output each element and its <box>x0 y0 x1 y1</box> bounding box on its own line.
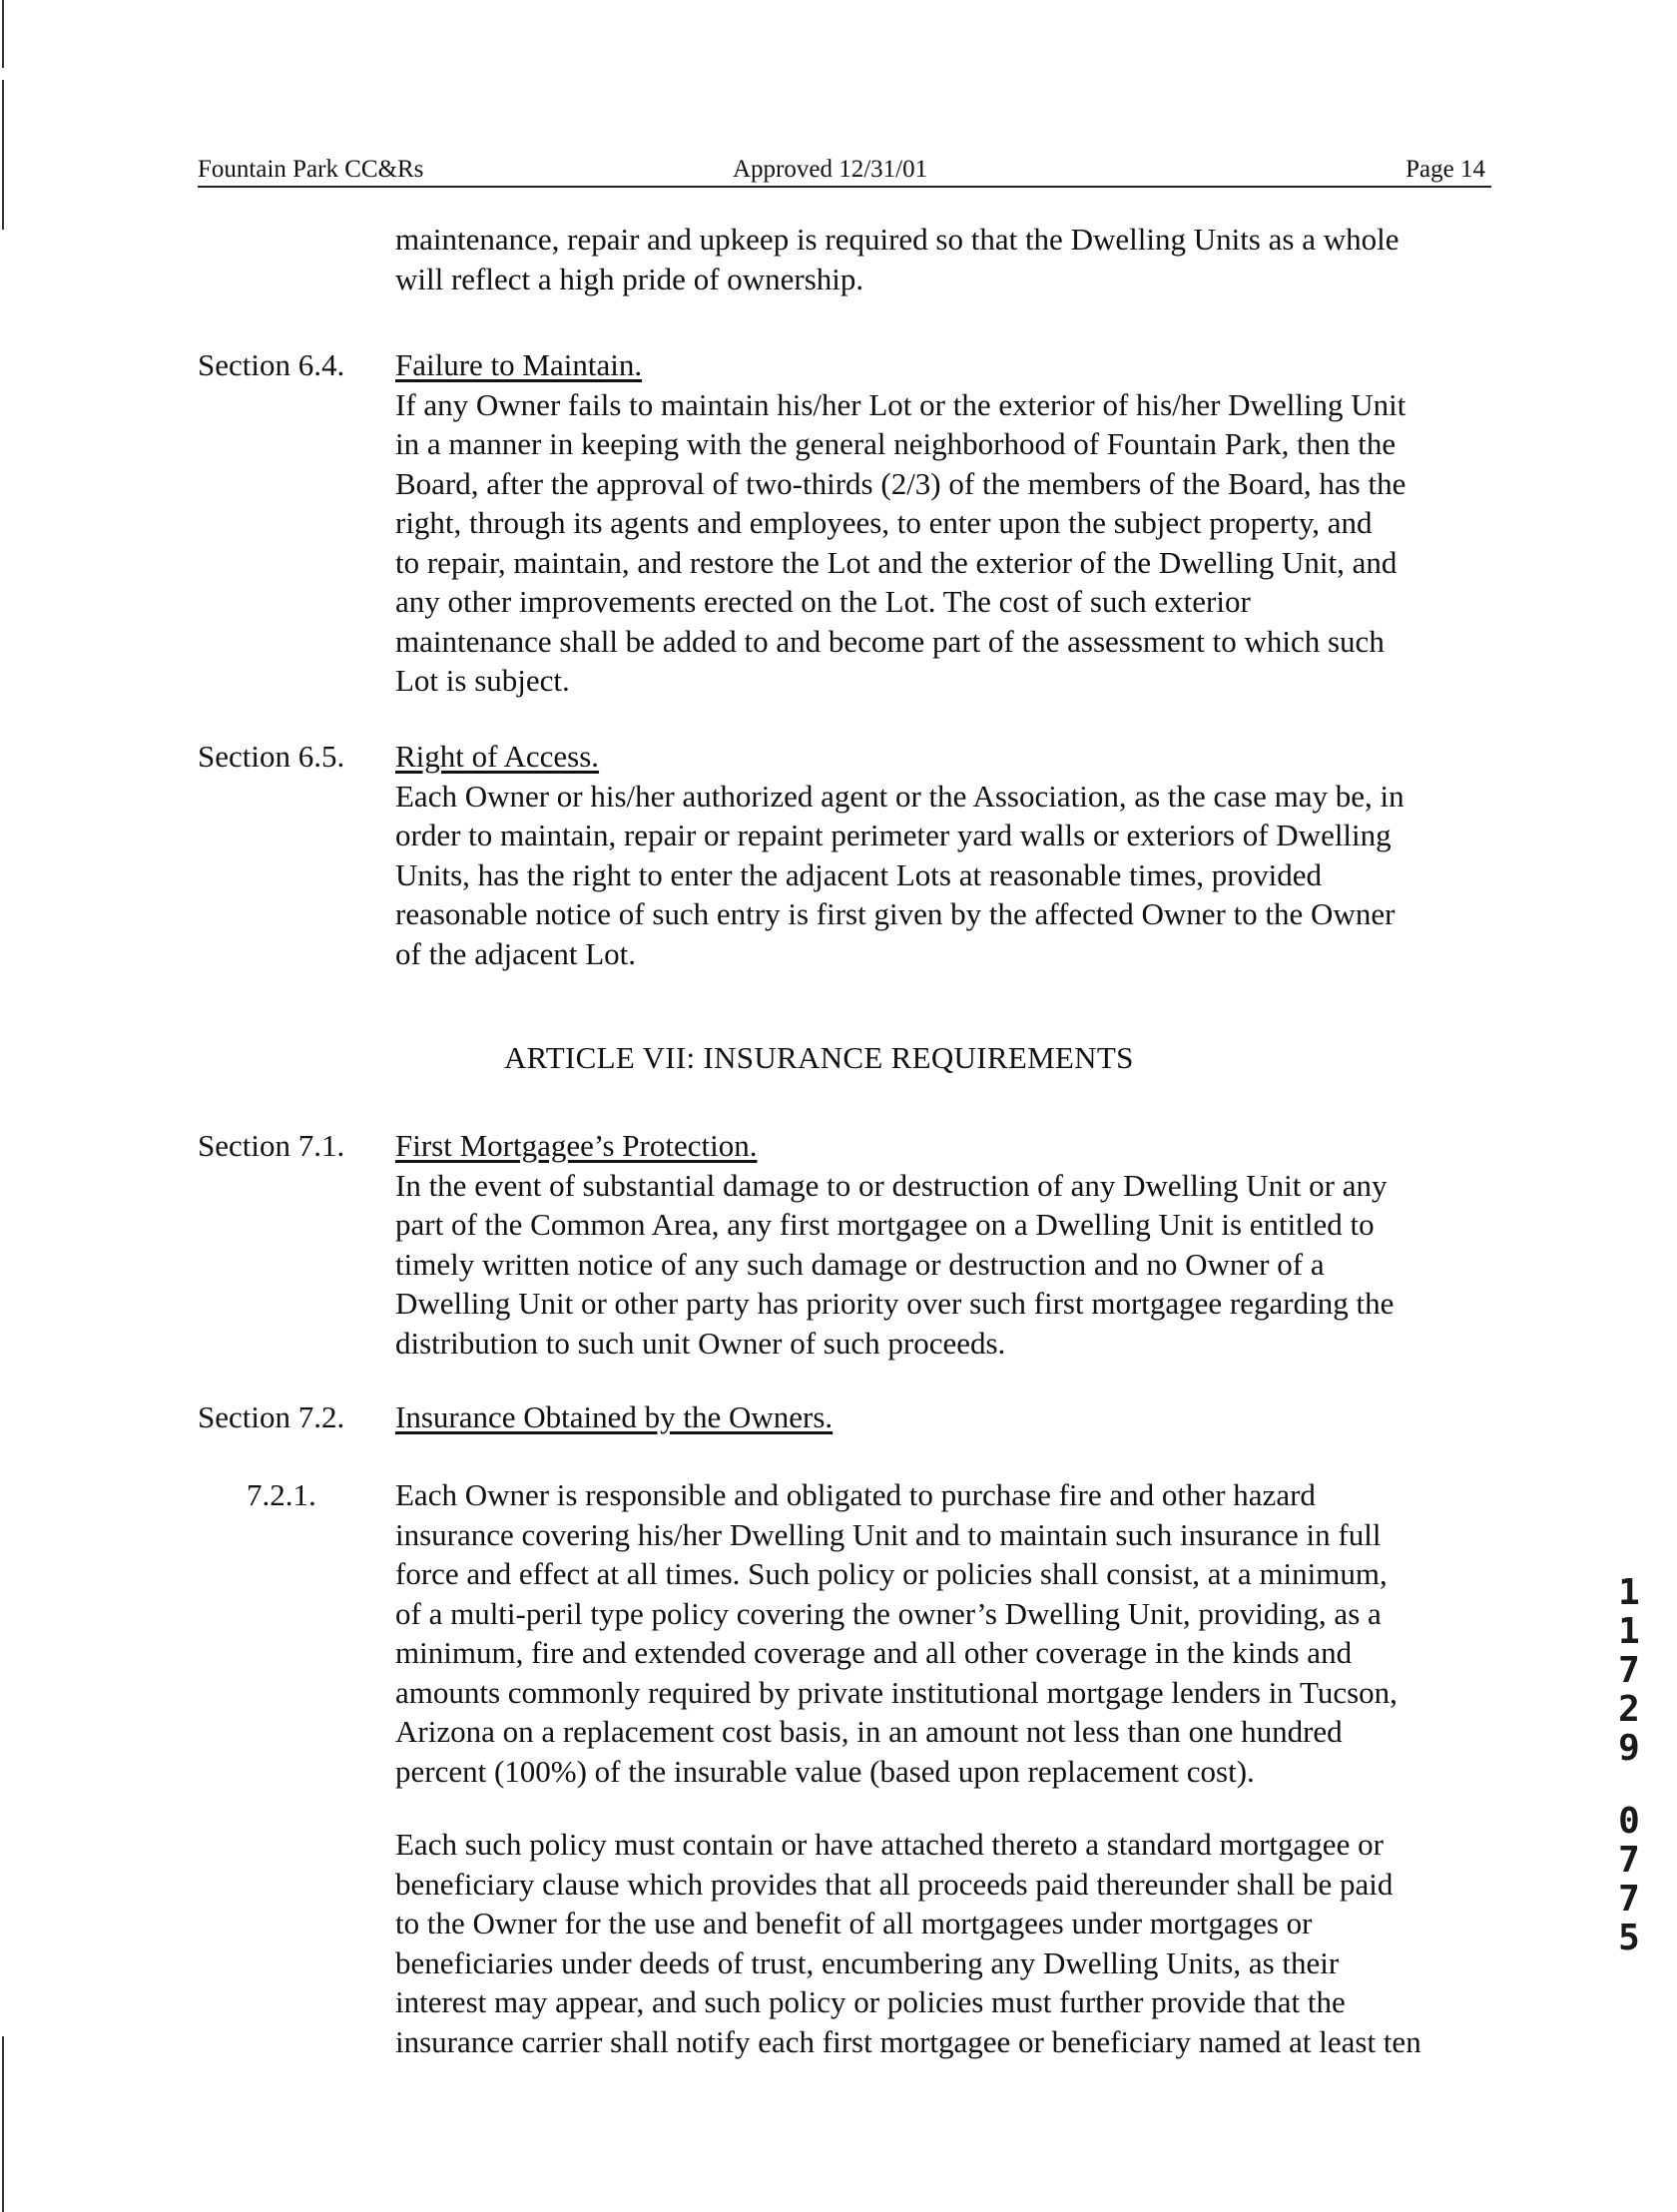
text-line: maintenance, repair and upkeep is required so that the Dwelling Units as a whole <box>395 222 1399 257</box>
text-line: force and effect at all times. Such policy or policies shall consist, at a minimum, <box>395 1556 1388 1591</box>
scan-edge-mark <box>2 2036 4 2212</box>
section-7-2-title: Insurance Obtained by the Owners. <box>395 1399 834 1434</box>
subsection-7-2-1-paragraph-2 <box>395 1825 1421 2061</box>
header-rule <box>198 186 1491 188</box>
text-line: insurance covering his/her Dwelling Unit and to maintain such insurance in full <box>395 1516 1382 1552</box>
section-6-4-body <box>395 345 1405 701</box>
text-line: Each Owner or his/her authorized agent or the Association, as the case may be, in <box>395 778 1404 814</box>
stamp-gap <box>1609 1768 1649 1802</box>
text-line: of the adjacent Lot. <box>395 935 637 971</box>
stamp-digit: 2 <box>1618 1689 1640 1730</box>
text-line: part of the Common Area, any first mortgagee on a Dwelling Unit is entitled to <box>395 1207 1375 1242</box>
section-7-1-title: First Mortgagee’s Protection. <box>395 1128 758 1163</box>
text-line: Board, after the approval of two-thirds (2/3) of the members of the Board, has the <box>395 465 1406 501</box>
continuation-paragraph <box>395 220 1398 298</box>
subsection-7-2-1-label: 7.2.1. <box>247 1477 316 1512</box>
text-line: Lot is subject. <box>395 663 570 698</box>
text-line: Dwelling Unit or other party has priority over such first mortgagee regarding the <box>395 1286 1395 1321</box>
text-line: of a multi-peril type policy covering the owner’s Dwelling Unit, providing, as a <box>395 1595 1382 1631</box>
section-6-4-title: Failure to Maintain. <box>395 347 643 382</box>
section-7-1-label: Section 7.1. <box>198 1128 345 1163</box>
text-line: in a manner in keeping with the general neighborhood of Fountain Park, then the <box>395 426 1397 461</box>
header-page-number: Page 14 <box>1405 156 1485 183</box>
text-line: reasonable notice of such entry is first given by the affected Owner to the Owner <box>395 896 1396 931</box>
text-line: Each such policy must contain or have attached thereto a standard mortgagee or <box>395 1827 1384 1862</box>
text-line: distribution to such unit Owner of such proceeds. <box>395 1325 1006 1361</box>
article-heading: ARTICLE VII: INSURANCE REQUIREMENTS <box>504 1040 1134 1075</box>
recording-number-stamp <box>1609 1573 1649 1957</box>
text-line: any other improvements erected on the Lot. The cost of such exterior <box>395 584 1251 619</box>
header-document-title: Fountain Park CC&Rs <box>198 156 424 183</box>
text-line: right, through its agents and employees, to enter upon the subject property, and <box>395 505 1373 540</box>
text-line: Each Owner is responsible and obligated to purchase fire and other hazard <box>395 1477 1316 1512</box>
section-7-2-body <box>395 1397 833 1437</box>
text-line: to repair, maintain, and restore the Lot and the exterior of the Dwelling Unit, and <box>395 544 1398 580</box>
text-line: will reflect a high pride of ownership. <box>395 261 864 296</box>
text-line: timely written notice of any such damage or destruction and no Owner of a <box>395 1246 1325 1282</box>
section-6-5-title: Right of Access. <box>395 739 600 774</box>
text-line: beneficiary clause which provides that all proceeds paid thereunder shall be paid <box>395 1866 1394 1902</box>
scan-edge-mark <box>2 0 4 68</box>
text-line: minimum, fire and extended coverage and all other coverage in the kinds and <box>395 1635 1353 1670</box>
section-6-4-label: Section 6.4. <box>198 347 345 382</box>
text-line: In the event of substantial damage to or destruction of any Dwelling Unit or any <box>395 1167 1388 1203</box>
stamp-digit: 1 <box>1618 1572 1640 1613</box>
text-line: to the Owner for the use and benefit of all mortgagees under mortgages or <box>395 1906 1313 1940</box>
section-7-1-body <box>395 1126 1394 1363</box>
page-header <box>198 152 1491 188</box>
section-6-5-body <box>395 737 1404 973</box>
stamp-digit: 7 <box>1618 1650 1640 1691</box>
section-6-5-label: Section 6.5. <box>198 739 345 774</box>
stamp-digit: 0 <box>1618 1801 1640 1842</box>
subsection-7-2-1-paragraph-1 <box>395 1475 1398 1791</box>
text-line: order to maintain, repair or repaint perimeter yard walls or exteriors of Dwelling <box>395 818 1392 852</box>
text-line: If any Owner fails to maintain his/her Lot or the exterior of his/her Dwelling Unit <box>395 386 1406 422</box>
header-approval-date: Approved 12/31/01 <box>733 156 928 183</box>
stamp-digit: 5 <box>1618 1918 1640 1958</box>
text-line: percent (100%) of the insurable value (based upon replacement cost). <box>395 1753 1255 1789</box>
stamp-digit: 9 <box>1618 1728 1640 1769</box>
text-line: interest may appear, and such policy or policies must further provide that the <box>395 1984 1346 2019</box>
text-line: beneficiaries under deeds of trust, encumbering any Dwelling Units, as their <box>395 1944 1340 1980</box>
text-line: Arizona on a replacement cost basis, in an amount not less than one hundred <box>395 1714 1343 1749</box>
section-7-2-label: Section 7.2. <box>198 1399 345 1434</box>
text-line: Units, has the right to enter the adjacent Lots at reasonable times, provided <box>395 856 1323 892</box>
scan-edge-mark <box>2 80 4 230</box>
text-line: insurance carrier shall notify each first mortgagee or beneficiary named at least ten <box>395 2023 1421 2059</box>
stamp-digit: 7 <box>1618 1879 1640 1920</box>
stamp-digit: 1 <box>1618 1611 1640 1652</box>
text-line: amounts commonly required by private institutional mortgage lenders in Tucson, <box>395 1674 1398 1710</box>
text-line: maintenance shall be added to and become part of the assessment to which such <box>395 623 1385 659</box>
stamp-digit: 7 <box>1618 1840 1640 1881</box>
